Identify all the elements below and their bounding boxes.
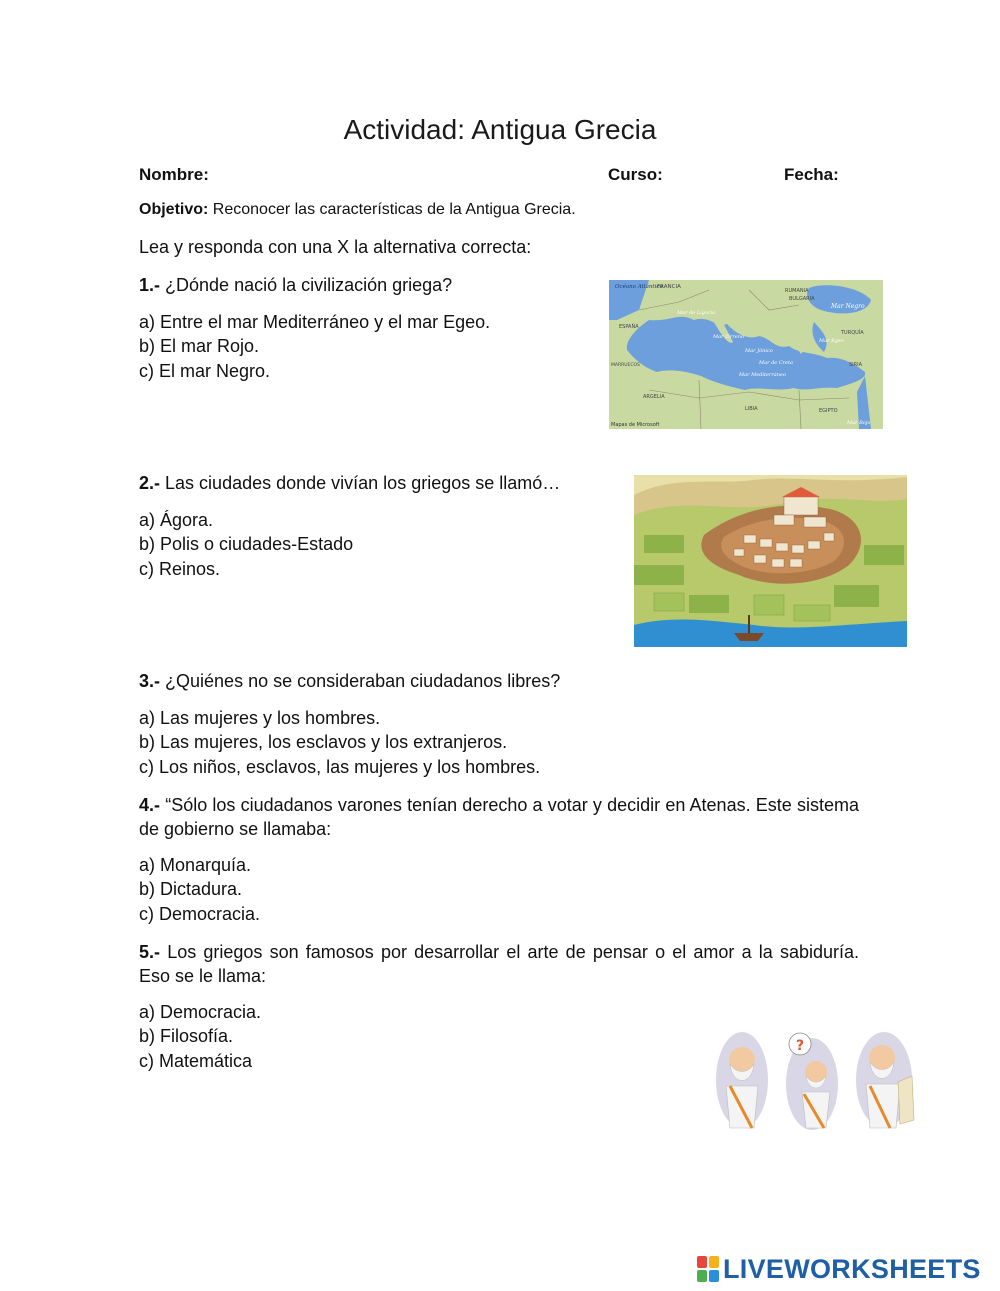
map-label: Mar Negro [831,303,865,310]
option-2a[interactable]: a) Ágora. [139,510,214,530]
map-label: Mar de Liguria [677,310,716,316]
name-label: Nombre: [139,165,209,184]
page-title: Actividad: Antigua Grecia [343,114,657,145]
map-label: Mar Mediterráneo [739,372,786,378]
options-4 [139,853,260,926]
option-1b[interactable]: b) El mar Rojo. [139,336,260,357]
option-2c[interactable]: c) Reinos. [139,558,221,579]
question-2 [139,471,560,495]
date-label: Fecha: [784,165,839,184]
question-1 [139,273,452,297]
brand-name: LIVEWORKSHEETS [723,1253,981,1284]
options-2 [139,508,353,581]
question-3 [139,669,560,693]
map-label: SIRIA [849,362,863,368]
options-5 [139,1000,261,1073]
greek-polis-illustration [634,475,907,647]
map-label: RUMANIA [785,288,809,294]
question-5 [139,940,859,988]
option-5c[interactable]: c) Matemática [139,1050,253,1071]
map-label: LIBIA [745,406,758,412]
option-4a[interactable]: a) Monarquía. [139,855,252,875]
question-text: Las ciudades donde vivían los griegos se llamó… [165,473,561,493]
option-2b[interactable]: b) Polis o ciudades-Estado [139,534,354,555]
option-1c[interactable]: c) El mar Negro. [139,360,271,381]
question-number: 3.- [139,671,161,691]
logo-icon [697,1256,719,1282]
map-label: Mar Egeo [819,338,844,344]
map-label: Mar Jónico [745,348,773,354]
map-label: Mar de Creta [759,360,793,366]
options-1 [139,310,490,383]
options-3 [139,706,540,779]
logo-square [697,1256,707,1268]
question-text: Los griegos son famosos por desarrollar el arte de pensar o el amor a la sabiduría. Eso se le llama: [139,942,859,986]
mediterranean-map [609,280,883,429]
objective-label: Objetivo: [139,201,209,218]
logo-square [709,1256,719,1268]
option-5b[interactable]: b) Filosofía. [139,1026,234,1047]
option-3b[interactable]: b) Las mujeres, los esclavos y los extranjeros. [139,732,508,753]
question-text: “Sólo los ciudadanos varones tenían derecho a votar y decidir en Atenas. Este sistema de gobierno se llamaba: [139,795,859,839]
philosophers-illustration [712,1028,922,1134]
option-5a[interactable]: a) Democracia. [139,1002,262,1022]
map-label: Mar Rojo [847,420,871,426]
question-number: 1.- [139,275,161,295]
map-label: TURQUÍA [841,330,864,336]
logo-square [697,1270,707,1282]
question-number: 5.- [139,942,161,962]
map-label: Mar Tirreno [713,334,744,340]
question-number: 4.- [139,795,161,815]
question-4 [139,793,859,841]
option-4c[interactable]: c) Democracia. [139,903,261,924]
map-credit: Mapas de Microsoft [611,422,660,428]
map-label: ARGELIA [643,394,665,400]
course-label: Curso: [608,165,663,184]
option-3a[interactable]: a) Las mujeres y los hombres. [139,708,381,728]
svg-text:?: ? [796,1038,805,1054]
question-number: 2.- [139,473,161,493]
map-label: BULGARIA [789,296,815,302]
map-label: FRANCIA [657,284,681,290]
logo-square [709,1270,719,1282]
option-1a[interactable]: a) Entre el mar Mediterráneo y el mar Egeo. [139,312,491,332]
map-label: ESPAÑA [619,324,639,330]
question-text: ¿Quiénes no se consideraban ciudadanos libres? [165,671,561,691]
option-3c[interactable]: c) Los niños, esclavos, las mujeres y los hombres. [139,756,541,777]
instruction: Lea y responda con una X la alternativa correcta: [139,237,532,257]
objective-text: Reconocer las características de la Antigua Grecia. [212,201,576,218]
option-4b[interactable]: b) Dictadura. [139,879,243,900]
objective [139,201,576,219]
map-label: MARRUECOS [611,363,640,368]
map-label: Océano Atlántico [615,284,663,290]
question-text: ¿Dónde nació la civilización griega? [165,275,453,295]
liveworksheets-logo [697,1254,981,1284]
map-label: EGIPTO [819,408,838,414]
